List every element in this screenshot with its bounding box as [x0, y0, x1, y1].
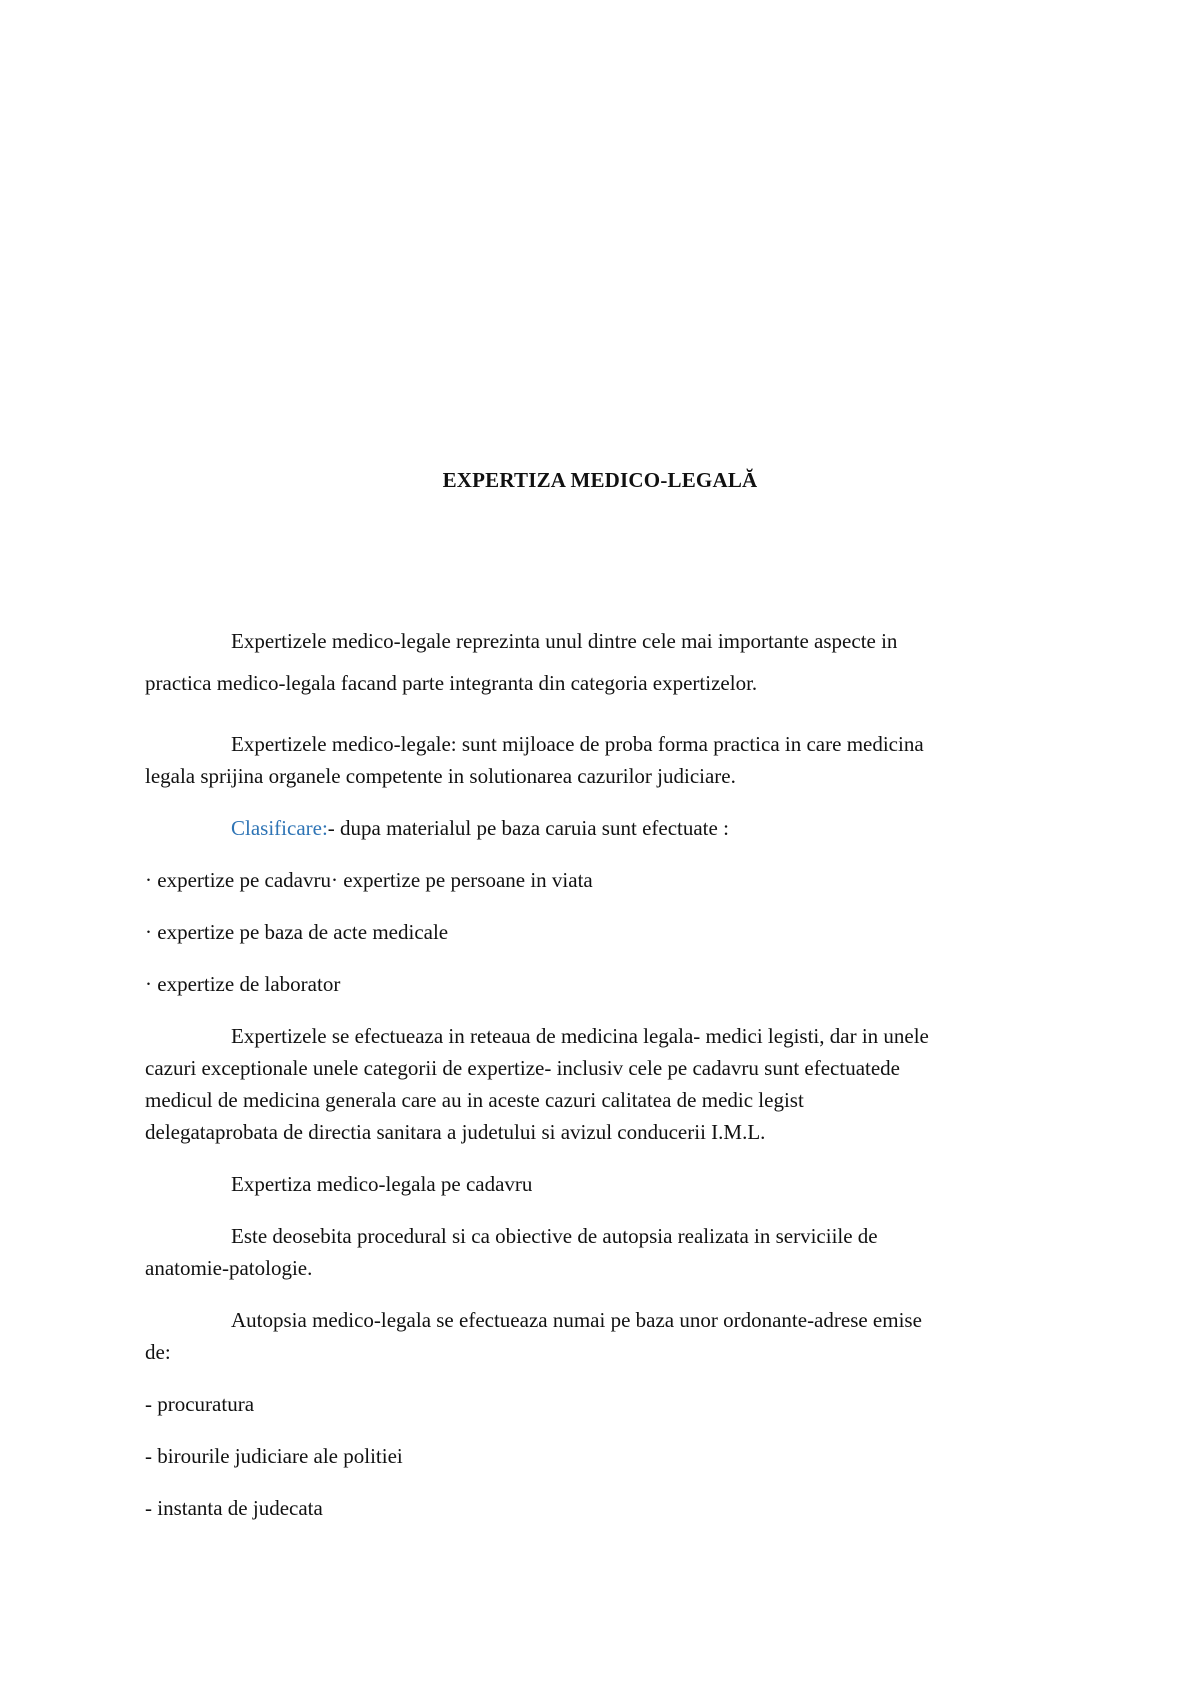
paragraph-line: anatomie-patologie. [145, 1256, 313, 1280]
list-item-text: - birourile judiciare ale politiei [145, 1444, 403, 1468]
paragraph-line: delegataprobata de directia sanitara a judetului si avizul conducerii I.M.L. [145, 1120, 766, 1144]
document-title: EXPERTIZA MEDICO-LEGALĂ [442, 468, 758, 492]
paragraph-line: cazuri exceptionale unele categorii de expertize- inclusiv cele pe cadavru sunt efectuatede [145, 1056, 901, 1080]
paragraph-line: medicul de medicina generala care au in aceste cazuri calitatea de medic legist [145, 1088, 804, 1112]
list-item-text: - instanta de judecata [145, 1496, 323, 1520]
list-item [145, 1388, 1065, 1420]
paragraph-classification [145, 812, 1065, 844]
paragraph-line: practica medico-legala facand parte integranta din categoria expertizelor. [145, 671, 758, 695]
paragraph-line: Autopsia medico-legala se efectueaza numai pe baza unor ordonante-adrese emise [231, 1308, 922, 1332]
list-item-text: - procuratura [145, 1392, 255, 1416]
paragraph-line: Expertizele se efectueaza in reteaua de medicina legala- medici legisti, dar in unele [231, 1024, 929, 1048]
paragraph-autopsy [145, 1304, 1065, 1368]
paragraph-line: Expertizele medico-legale reprezinta unul dintre cele mai importante aspecte in [231, 629, 898, 653]
bullet-item [145, 968, 1065, 1000]
bullet-item [145, 916, 1065, 948]
paragraph-subheading [145, 1168, 1065, 1200]
paragraph-line: Este deosebita procedural si ca obiective de autopsia realizata in serviciile de [231, 1224, 878, 1248]
paragraph-definition [145, 728, 1065, 792]
paragraph-line: legala sprijina organele competente in solutionarea cazurilor judiciare. [145, 764, 736, 788]
bullet-item [145, 864, 1065, 896]
paragraph-line: Expertizele medico-legale: sunt mijloace de proba forma practica in care medicina [231, 732, 924, 756]
paragraph-intro [145, 620, 1065, 704]
classification-text: - dupa materialul pe baza caruia sunt efectuate : [327, 816, 729, 840]
paragraph-line: de: [145, 1340, 171, 1364]
paragraph-network [145, 1020, 1065, 1148]
bullet-text: · expertize pe baza de acte medicale [145, 920, 449, 944]
classification-label: Clasificare: [231, 816, 328, 840]
bullet-text: · expertize pe cadavru· expertize pe persoane in viata [145, 868, 593, 892]
list-item [145, 1440, 1065, 1472]
paragraph-line: Expertiza medico-legala pe cadavru [231, 1172, 533, 1196]
paragraph-procedure [145, 1220, 1065, 1284]
bullet-text: · expertize de laborator [145, 972, 341, 996]
list-item [145, 1492, 1065, 1524]
